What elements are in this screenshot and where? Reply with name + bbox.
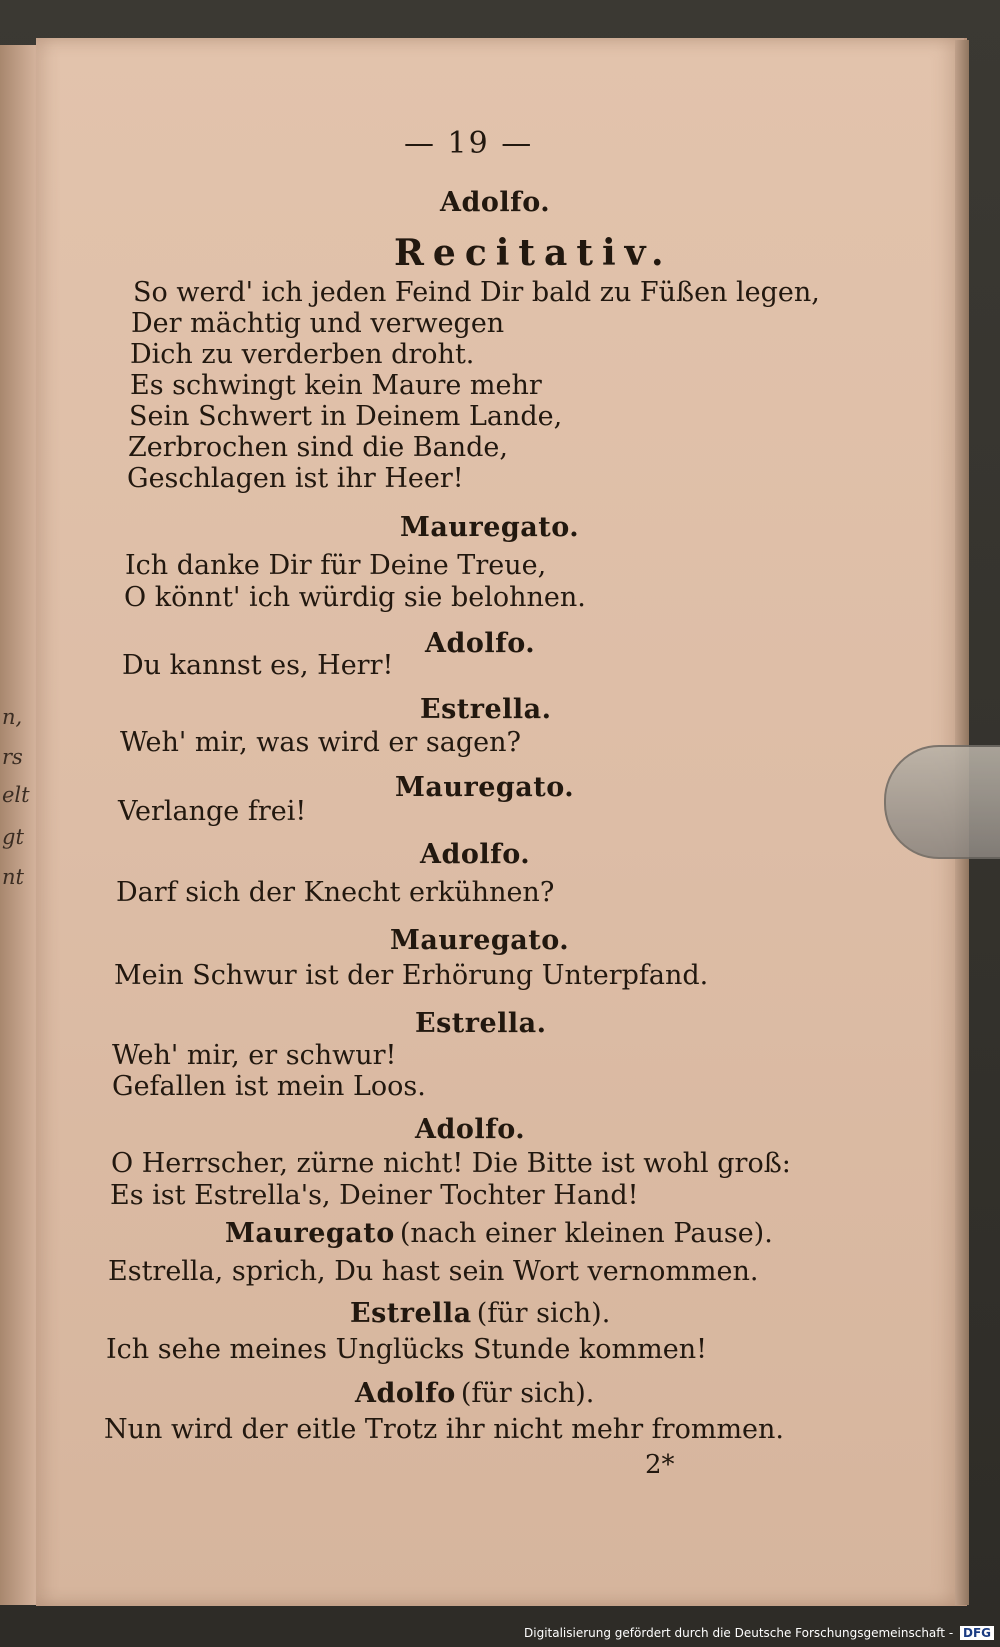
digitization-footer <box>524 1626 994 1646</box>
verse-line: Verlange frei! <box>118 796 307 827</box>
speaker-name: Mauregato. <box>395 772 575 803</box>
verse-line: O könnt' ich würdig sie belohnen. <box>124 582 586 613</box>
verse-line: O Herrscher, zürne nicht! Die Bitte ist wohl groß: <box>111 1148 791 1179</box>
speaker-name: Adolfo. <box>440 187 551 218</box>
speaker-name: Mauregato. <box>390 925 570 956</box>
facing-page-fragment: n, <box>2 705 23 729</box>
stage-direction: (nach einer kleinen Pause). <box>399 1218 773 1249</box>
speaker-with-direction <box>355 1378 594 1409</box>
dfg-logo: DFG <box>960 1626 994 1640</box>
verse-line: Darf sich der Knecht erkühnen? <box>116 877 555 908</box>
facing-page-fragment: rs <box>2 745 23 769</box>
speaker-name: Adolfo. <box>420 839 531 870</box>
footer-text: Digitalisierung gefördert durch die Deutsche Forschungsgemeinschaft - <box>524 1626 954 1640</box>
speaker-name: Estrella. <box>415 1008 547 1039</box>
speaker-name: Adolfo <box>355 1378 456 1409</box>
page-number: — 19 — <box>404 126 534 161</box>
signature-mark: 2* <box>645 1450 675 1480</box>
verse-line: Nun wird der eitle Trotz ihr nicht mehr frommen. <box>104 1414 784 1445</box>
speaker-name: Mauregato <box>225 1218 395 1249</box>
verse-line: Estrella, sprich, Du hast sein Wort vernommen. <box>108 1256 759 1287</box>
verse-line: Der mächtig und verwegen <box>131 308 505 339</box>
verse-line: Weh' mir, was wird er sagen? <box>120 727 521 758</box>
verse-line: Es schwingt kein Maure mehr <box>130 370 542 401</box>
facing-page-fragment: elt <box>2 783 30 807</box>
verse-line: Es ist Estrella's, Deiner Tochter Hand! <box>110 1180 639 1211</box>
speaker-name: Estrella. <box>420 694 552 725</box>
page-clip <box>884 745 1000 859</box>
verse-line: Ich danke Dir für Deine Treue, <box>125 550 547 581</box>
facing-page-fragment: gt <box>2 825 24 849</box>
stage-direction: (für sich). <box>476 1298 611 1329</box>
verse-line: Gefallen ist mein Loos. <box>112 1071 426 1102</box>
verse-line: Weh' mir, er schwur! <box>112 1040 397 1071</box>
speaker-name: Adolfo. <box>415 1114 526 1145</box>
speaker-name: Adolfo. <box>425 628 536 659</box>
verse-line: Sein Schwert in Deinem Lande, <box>129 401 563 432</box>
verse-line: Dich zu verderben droht. <box>130 339 475 370</box>
verse-line: So werd' ich jeden Feind Dir bald zu Füßen legen, <box>133 277 820 308</box>
verse-line: Mein Schwur ist der Erhörung Unterpfand. <box>114 960 709 991</box>
section-heading: Recitativ. <box>394 232 673 274</box>
speaker-with-direction <box>350 1298 610 1329</box>
verse-line: Zerbrochen sind die Bande, <box>128 432 508 463</box>
facing-page-fragment: nt <box>2 865 24 889</box>
speaker-name: Mauregato. <box>400 512 580 543</box>
verse-line: Ich sehe meines Unglücks Stunde kommen! <box>106 1334 707 1365</box>
verse-line: Du kannst es, Herr! <box>122 650 394 681</box>
stage-direction: (für sich). <box>460 1378 595 1409</box>
speaker-with-direction <box>225 1218 773 1249</box>
verse-line: Geschlagen ist ihr Heer! <box>127 463 464 494</box>
speaker-name: Estrella <box>350 1298 472 1329</box>
